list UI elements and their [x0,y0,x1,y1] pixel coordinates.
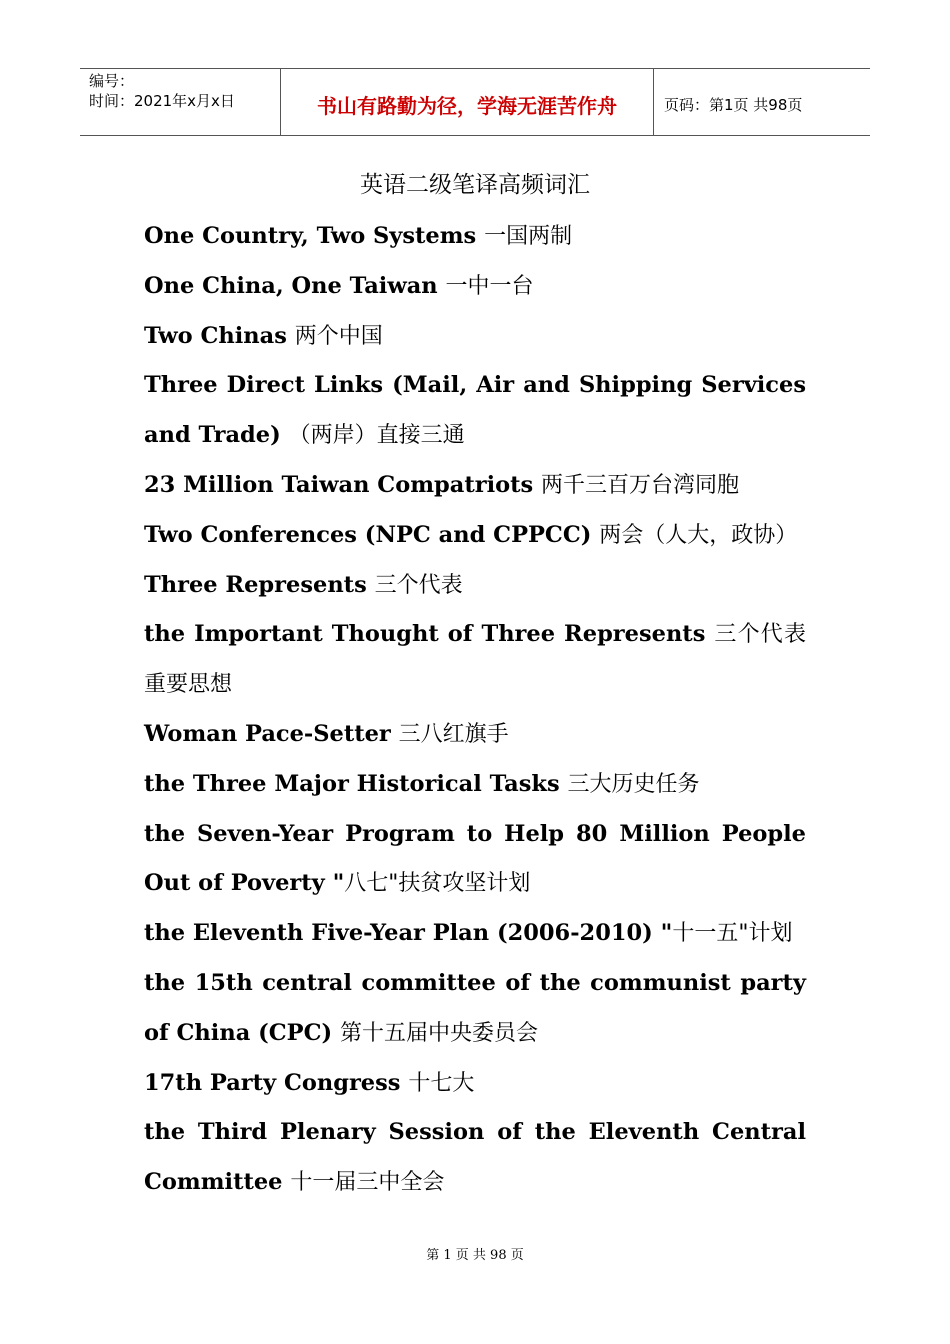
vocabulary-entry [144,561,806,611]
entry-english: the 15th central committee of the communist party of China (CPC) [144,969,806,1046]
entry-chinese: 两千三百万台湾同胞 [541,472,740,498]
vocabulary-entry [144,1059,806,1109]
page-header [80,68,870,136]
entry-english: Three Represents [144,571,367,598]
entry-chinese: 两会（人大，政协） [599,522,798,548]
vocabulary-entry [144,262,806,312]
page-footer: 第 1 页 共 98 页 [426,1248,524,1263]
entry-chinese: 一国两制 [484,224,573,249]
entry-chinese: 十一届三中全会 [290,1170,445,1196]
vocabulary-entry [144,511,806,561]
entry-english: the Third Plenary Session of the Eleventh Central Committee [144,1119,806,1196]
entry-chinese: 三八红旗手 [398,721,509,747]
entry-english: 23 Million Taiwan Compatriots [144,471,534,498]
entry-chinese: 八七"扶贫攻坚计划 [344,871,531,897]
vocabulary-entry [144,760,806,810]
entry-chinese: 两个中国 [294,323,383,349]
vocabulary-entry [144,461,806,511]
entry-english: the Seven-Year Program to Help 80 Million People Out of Poverty " [144,820,806,897]
vocabulary-entry [144,1108,806,1208]
vocabulary-entry [144,610,806,710]
vocabulary-entry [144,810,806,910]
document-number-label: 编号： [89,72,135,90]
vocabulary-entry [144,312,806,362]
entry-english: One China, One Taiwan [144,272,438,299]
vocabulary-entry [144,909,806,959]
entry-english: Three Direct Links (Mail, Air and Shipping Services and Trade) [144,372,806,449]
entry-english: the Important Thought of Three Represents [144,621,706,648]
vocabulary-entry [144,710,806,760]
entry-chinese: 一中一台 [445,273,534,299]
entry-english: Woman Pace-Setter [144,720,391,747]
entry-chinese: （两岸）直接三通 [288,423,465,449]
vocabulary-entry [144,959,806,1059]
entry-english: 17th Party Congress [144,1069,401,1096]
vocabulary-entry [144,361,806,461]
entry-english: One Country, Two Systems [144,223,477,249]
entry-chinese: 十七大 [408,1070,475,1096]
header-meta-cell [80,69,281,135]
entry-chinese: 第十五届中央委员会 [339,1020,538,1046]
entry-english: the Eleventh Five-Year Plan (2006-2010) " [144,920,673,947]
entry-chinese: 三个代表 [374,572,463,598]
entry-chinese: 十一五"计划 [672,921,793,947]
vocabulary-list [144,212,806,1208]
entry-english: Two Conferences (NPC and CPPCC) [144,521,592,548]
entry-english: Two Chinas [144,322,287,349]
entry-chinese: 三个代表重要思想 [144,622,806,698]
header-motto: 书山有路勤为径，学海无涯苦作舟 [281,69,654,135]
header-page-info: 页码：第1页 共98页 [664,95,803,114]
entry-english: the Three Major Historical Tasks [144,770,560,797]
document-title: 英语二级笔译高频词汇 [360,172,590,198]
vocabulary-entry [144,212,806,262]
entry-chinese: 三大历史任务 [567,771,700,797]
document-date-label: 时间：2021年x月x日 [89,92,235,110]
